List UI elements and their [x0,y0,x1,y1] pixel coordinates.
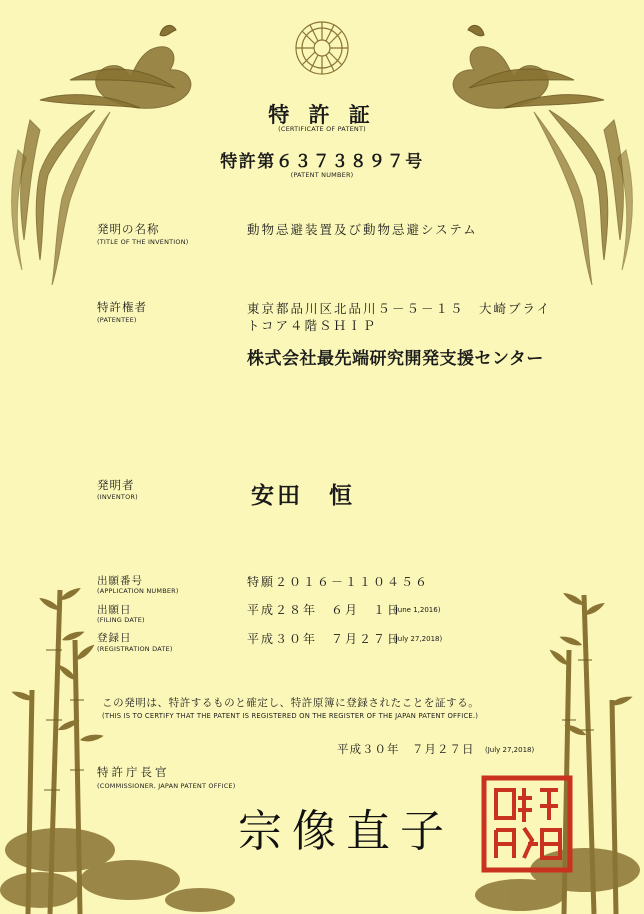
patentee-label: 特許権者 [97,300,147,314]
official-seal-icon [484,778,570,870]
commissioner-label-en: (COMMISSIONER, JAPAN PATENT OFFICE) [97,782,236,790]
registration-date-en: (July 27,2018) [393,635,443,643]
floral-cluster-left [0,828,235,912]
commissioner-signature: 宗像直子 [238,806,454,857]
certify-date: 平成３０年 ７月２７日 [337,742,475,756]
invention-label-en: (TITLE OF THE INVENTION) [97,238,189,246]
inventor-label-en: (INVENTOR) [97,493,138,501]
registration-label-en: (REGISTRATION DATE) [97,645,173,653]
application-label-en: (APPLICATION NUMBER) [97,587,179,595]
application-label: 出願番号 [97,575,143,587]
certify-text-en: (THIS IS TO CERTIFY THAT THE PATENT IS REGISTERED ON THE REGISTER OF THE JAPAN PATENT OFFICE.) [102,712,479,720]
patentee-address-line2: トコア４階ＳＨＩＰ [247,318,378,333]
patentee-label-en: (PATENTEE) [97,316,137,324]
inventor-label: 発明者 [97,478,135,492]
patent-number-en: (PATENT NUMBER) [290,171,354,179]
bamboo-leaves-right [548,590,634,737]
filing-date: 平成２８年 ６月 １日 [247,603,402,617]
certificate-title-en: (CERTIFICATE OF PATENT) [278,125,366,133]
application-number: 特願２０１６－１１０４５６ [247,575,430,589]
certificate-title: 特 許 証 [268,102,376,127]
filing-label-en: (FILING DATE) [97,616,145,624]
invention-title: 動物忌避装置及び動物忌避システム [247,222,478,237]
chrysanthemum-crest-icon [296,22,348,74]
inventor-name: 安田 恒 [251,482,355,509]
invention-label: 発明の名称 [97,222,160,236]
certify-date-en: (July 27,2018) [485,746,535,754]
certify-text: この発明は、特許するものと確定し、特許原簿に登録されたことを証する。 [102,697,480,709]
patent-number: 特許第６３７３８９７号 [220,152,424,172]
patentee-address-line1: 東京都品川区北品川５－５－１５ 大崎ブライ [247,301,552,316]
registration-date: 平成３０年 ７月２７日 [247,632,402,646]
registration-label: 登録日 [97,632,132,644]
commissioner-label: 特許庁長官 [97,765,170,779]
filing-label: 出願日 [97,604,132,616]
patentee-company: 株式会社最先端研究開発支援センター [247,349,544,369]
filing-date-en: (June 1,2016) [393,606,441,614]
